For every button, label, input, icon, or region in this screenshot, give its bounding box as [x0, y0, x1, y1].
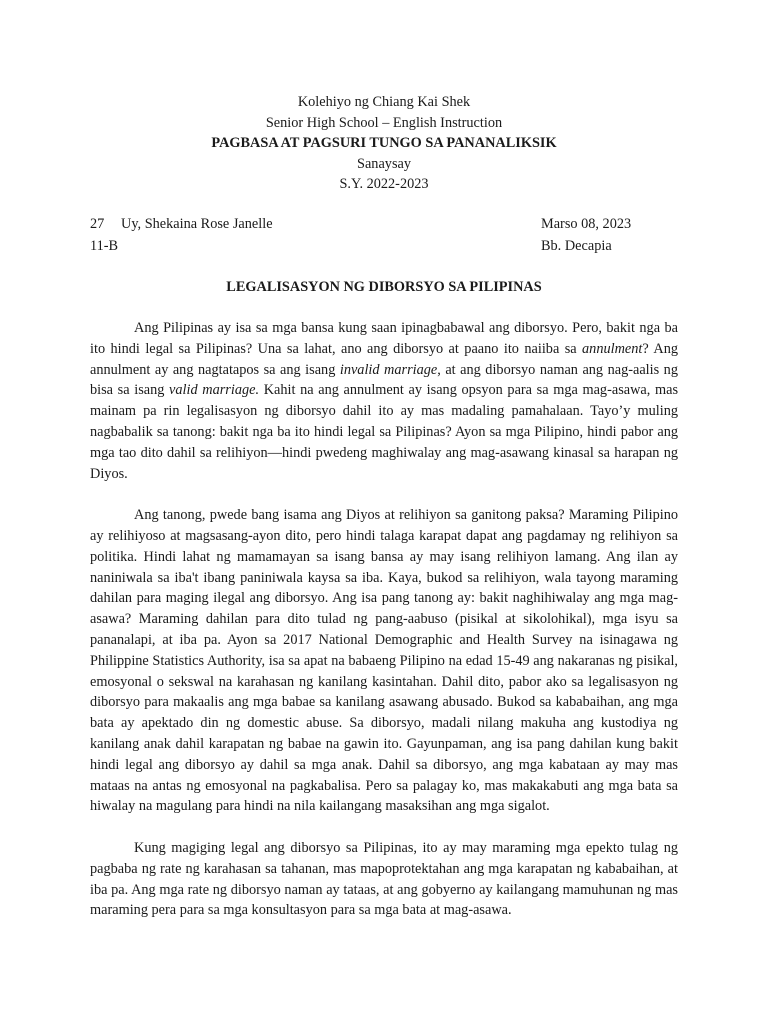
teacher-name: Bb. Decapia — [541, 238, 612, 254]
paragraph-1-text-d: Kahit na ang annulment ay isang opsyon para sa mga mag-asawa, mas mainam pa rin legalisasyon ng diborsyo dahil ito ay mas madaling pamahalaan. Tayo’y muling nagbabalik sa tanong: bakit nga ba ito hindi legal sa Pilipinas? Ayon sa mga Pilipino, hindi pabor ang mga tao dito dahil sa relihiyon—hindi pwedeng maghiwalay ang mag-asawang kinasal sa harapan ng Diyos. — [90, 382, 679, 482]
class-number: 27 — [90, 216, 105, 232]
school-year: S.Y. 2022-2023 — [339, 176, 429, 192]
section-info-row — [90, 236, 678, 257]
paragraph-3: Kung magiging legal ang diborsyo sa Pilipinas, ito ay may maraming mga epekto tulag ng pagbaba ng rate ng karahasan sa tahanan, mas mapoprotektahan ang mga karapatan ng kababaihan, at iba pa. Ang mga rate ng diborsyo naman ay tataas, at ang gobyerno ay kailangang mamuhunan ng mas maraming pera para sa mga konsultasyon para sa mga bata at mag-asawa. — [90, 839, 678, 919]
paragraph-1-text-c: , at ang diborsyo naman ang nag-aalis ng bisa sa isang — [90, 361, 678, 399]
essay-body — [90, 318, 678, 942]
paragraph-2: Ang tanong, pwede bang isama ang Diyos at relihiyon sa ganitong paksa? Maraming Pilipino ay relihiyoso at magsasang-ayon dito, pero hindi talaga karapat dapat ang pagdamay ng relihiyon sa politika. Hindi lahat ng mamamayan sa isang bansa ay may isang relihiyon lamang. Ang ilan ay naniniwala sa iba't ibang paniniwala kaysa sa iba. Kaya, bukod sa relihiyon, wala tayong maraming dahilan para maging ilegal ang diborsyo. Ang isa pang tanong ay: bakit naghihiwalay ang mga mag-asawa? Maraming dahilan para dito tulad ng pang-aabuso (pisikal at sikolohikal), mga isyu sa pananalapi, at iba pa. Ayon sa 2017 National Demographic and Health Survey na isinagawa ng Philippine Statistics Authority, isa sa apat na babaeng Pilipino na edad 15-49 ang nakaranas ng pisikal, emosyonal o sekswal na karahasan ng kanilang kasintahan. Dahil dito, pabor ako sa legalisasyon ng diborsyo para makaalis ang mga babae sa kanilang asawang abusado. Bukod sa kababaihan, ang mga bata ay apektado din ng domestic abuse. Sa diborsyo, madali nilang makuha ang kustodiya ng kanilang anak dahil karapatan ng babae na gawin ito. Gayunpaman, ang isa pang dahilan kung bakit hindi legal ang diborsyo ay dahil sa mga anak. Dahil sa diborsyo, ang mga kabataan ay may mas mataas na antas ng emosyonal na pagkabalisa. Pero sa palagay ko, mas makakabuti ang mga bata sa hiwalay na magulang para hindi na nila kailangang masaksihan ang mga sigalot. — [90, 507, 678, 815]
paragraph-1-italic-annulment: annulment — [582, 340, 643, 357]
paragraph-1 — [90, 318, 678, 484]
submission-date: Marso 08, 2023 — [541, 216, 632, 232]
student-info-row — [90, 214, 678, 235]
essay-title: LEGALISASYON NG DIBORSYO SA PILIPINAS — [226, 279, 542, 295]
document-type: Sanaysay — [357, 155, 411, 172]
subject-title: PAGBASA AT PAGSURI TUNGO SA PANANALIKSIK — [211, 135, 557, 151]
paragraph-1-italic-invalid-marriage: invalid marriage — [339, 361, 438, 378]
document-header — [90, 92, 678, 195]
section: 11-B — [90, 238, 119, 254]
student-name: Uy, Shekaina Rose Janelle — [121, 216, 273, 232]
paragraph-1-text-b: ? Ang annulment ay ang nagtatapos sa ang isang — [90, 340, 678, 378]
paragraph-1-italic-valid-marriage: valid marriage. — [169, 382, 260, 399]
paragraph-1-text-a: Ang Pilipinas ay isa sa mga bansa kung saan ipinagbabawal ang diborsyo. Pero, bakit nga ba ito hindi legal sa Pilipinas? Una sa lahat, ano ang diborsyo at paano ito naiiba sa — [90, 320, 678, 357]
school-name: Kolehiyo ng Chiang Kai Shek — [297, 94, 471, 110]
school-division: Senior High School – English Instruction — [265, 114, 503, 131]
